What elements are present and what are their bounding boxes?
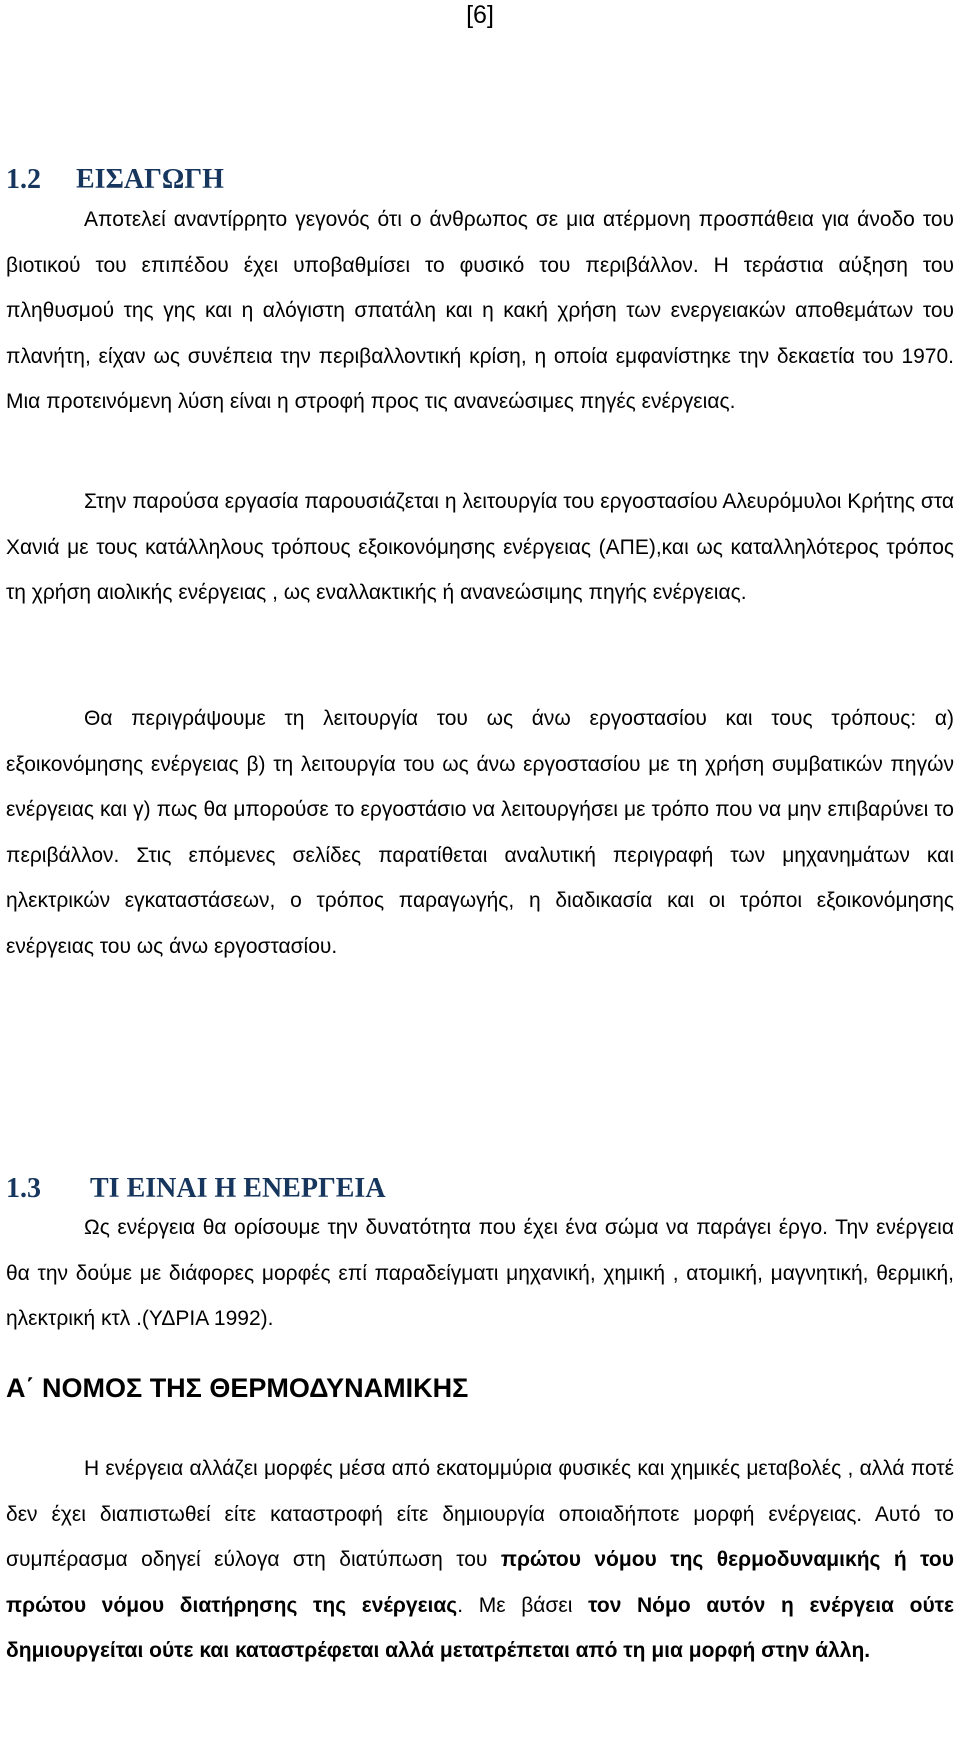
intro-paragraph-1: Αποτελεί αναντίρρητο γεγονός ότι ο άνθρωπος σε μια ατέρμονη προσπάθεια για άνοδο του βιοτικού του επιπέδου έχει υποβαθμίσει το φυσικό του περιβάλλον. Η τεράστια αύξηση του πληθυσμού της γης και η αλόγιστη σπατάλη και η κακή χρήση των ενεργειακών αποθεμάτων του πλανήτη, είχαν ως συνέπεια την περιβαλλοντική κρίση, η οποία εμφανίστηκε την δεκαετία του 1970. Μια προτεινόμενη λύση είναι η στροφή προς τις ανανεώσιμες πηγές ενέργειας. xyxy=(6,208,954,414)
first-law-paragraph xyxy=(6,1446,954,1674)
law-text-part-1: Η ενέργεια αλλάζει μορφές μέσα από εκατομμύρια φυσικές και χημικές μεταβολές , αλλά ποτέ δεν έχει διαπιστωθεί είτε καταστροφή είτε δημιουργία οποιαδήποτε μορφή ενέργειας. Αυτό το συμπέρασμα οδηγεί εύλογα στη διατύπωση του xyxy=(6,1457,954,1572)
page-number: [6] xyxy=(466,1,494,29)
section-heading-introduction xyxy=(6,163,224,197)
energy-definition-paragraph: Ως ενέργεια θα ορίσουμε την δυνατότητα που έχει ένα σώμα να παράγει έργο. Την ενέργεια θα την δούμε με διάφορες μορφές επί παραδείγματι μηχανική, χημική , ατομική, μαγνητική, θερμική, ηλεκτρική κτλ .(ΥΔΡΙΑ 1992). xyxy=(6,1216,954,1331)
section-title: ΤΙ ΕΙΝΑΙ Η ΕΝΕΡΓΕΙΑ xyxy=(90,1173,386,1204)
intro-paragraph-3: Θα περιγράψουμε τη λειτουργία του ως άνω εργοστασίου και τους τρόπους: α) εξοικονόμησης ενέργειας β) τη λειτουργία του ως άνω εργοστασίου με τη χρήση συμβατικών πηγών ενέργειας και γ) πως θα μπορούσε το εργοστάσιο να λειτουργήσει με τρόπο που να μην επιβαρύνει το περιβάλλον. Στις επόμενες σελίδες παρατίθεται αναλυτική περιγραφή των μηχανημάτων και ηλεκτρικών εγκαταστάσεων, ο τρόπος παραγωγής, η διαδικασία και οι τρόποι εξοικονόμησης ενέργειας του ως άνω εργοστασίου. xyxy=(6,707,954,958)
section-title: ΕΙΣΑΓΩΓΗ xyxy=(76,164,224,195)
section-number: 1.3 xyxy=(6,1173,41,1204)
section-number: 1.2 xyxy=(6,164,41,195)
section-heading-what-is-energy xyxy=(6,1172,386,1206)
law-text-part-2: . Με βάσει xyxy=(457,1593,573,1617)
intro-paragraph-2: Στην παρούσα εργασία παρουσιάζεται η λειτουργία του εργοστασίου Αλευρόμυλοι Κρήτης στα Χανιά με τους κατάλληλους τρόπους εξοικονόμησης ενέργειας (ΑΠΕ),και ως καταλληλότερος τρόπος τη χρήση αιολικής ενέργειας , ως εναλλακτικής ή ανανεώσιμης πηγής ενέργειας. xyxy=(6,490,954,605)
law-statement-bold: τον Νόμο αυτόν η ενέργεια ούτε δημιουργείται ούτε και καταστρέφεται αλλά μετατρέπεται από τη μια μορφή στην άλλη. xyxy=(6,1593,955,1663)
law-heading: Α΄ ΝΟΜΟΣ ΤΗΣ ΘΕΡΜΟΔΥΝΑΜΙΚΗΣ xyxy=(6,1373,469,1403)
law-name-bold: πρώτου νόμου της θερμοδυναμικής ή του πρώτου νόμου διατήρησης της ενέργειας xyxy=(6,1548,954,1617)
